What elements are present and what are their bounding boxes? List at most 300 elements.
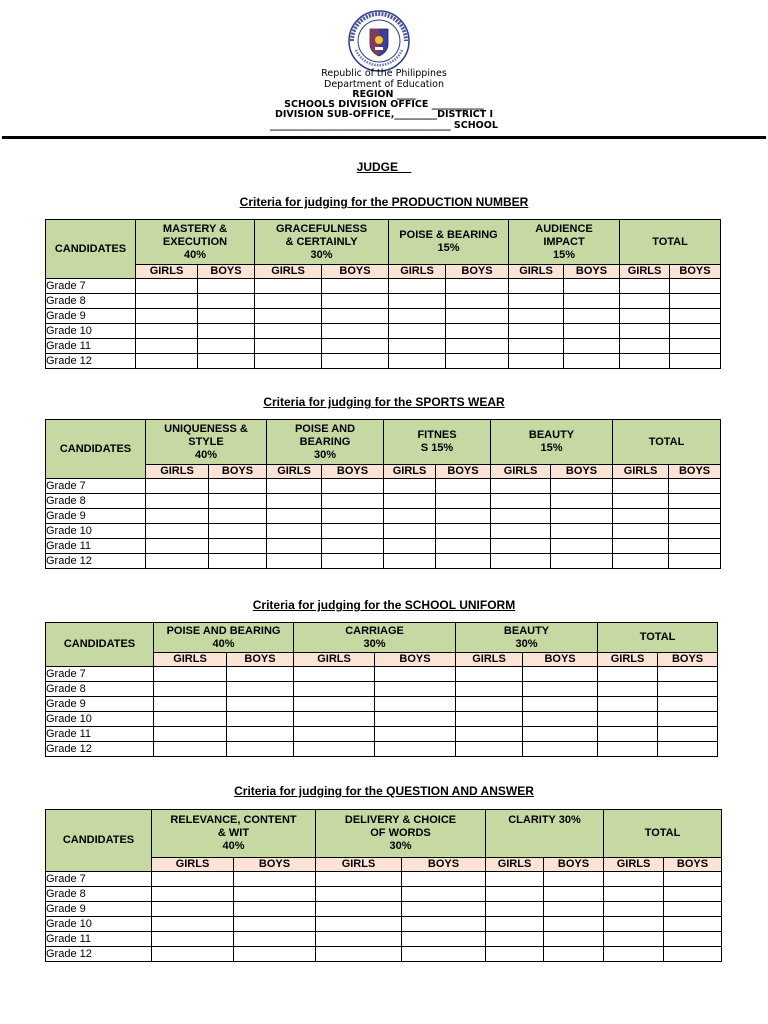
grade-label: Grade 11 (46, 539, 146, 554)
score-cell[interactable] (446, 309, 509, 324)
score-cell[interactable] (322, 494, 384, 509)
score-cell[interactable] (255, 324, 322, 339)
boys-header: BOYS (234, 858, 316, 872)
table-row (46, 932, 722, 947)
score-cell[interactable] (255, 279, 322, 294)
grade-label: Grade 9 (46, 309, 136, 324)
score-cell[interactable] (564, 354, 620, 369)
grade-label: Grade 12 (46, 947, 152, 962)
score-cell[interactable] (620, 294, 670, 309)
score-cell[interactable] (670, 279, 721, 294)
score-cell[interactable] (613, 554, 669, 569)
score-cell[interactable] (564, 339, 620, 354)
score-cell[interactable] (613, 509, 669, 524)
score-cell[interactable] (523, 697, 598, 712)
score-cell[interactable] (604, 887, 664, 902)
header-line-region: REGION ____ (352, 89, 416, 100)
score-cell[interactable] (658, 712, 718, 727)
grade-label: Grade 7 (46, 279, 136, 294)
score-cell[interactable] (152, 887, 234, 902)
score-cell[interactable] (255, 309, 322, 324)
score-cell[interactable] (154, 712, 227, 727)
table-row (46, 712, 718, 727)
score-cell[interactable] (613, 479, 669, 494)
candidates-header: CANDIDATES (46, 810, 152, 872)
score-cell[interactable] (234, 947, 316, 962)
score-cell[interactable] (136, 339, 198, 354)
girls-header: GIRLS (604, 858, 664, 872)
score-cell[interactable] (664, 902, 722, 917)
score-cell[interactable] (294, 682, 375, 697)
criteria-header-row (46, 810, 722, 858)
score-cell[interactable] (152, 917, 234, 932)
score-cell[interactable] (375, 712, 456, 727)
score-cell[interactable] (509, 294, 564, 309)
score-cell[interactable] (564, 324, 620, 339)
score-cell[interactable] (436, 494, 491, 509)
grade-label: Grade 8 (46, 887, 152, 902)
score-cell[interactable] (384, 494, 436, 509)
grade-label: Grade 10 (46, 712, 154, 727)
score-cell[interactable] (294, 667, 375, 682)
score-cell[interactable] (209, 524, 267, 539)
score-cell[interactable] (322, 294, 389, 309)
score-cell[interactable] (658, 742, 718, 757)
score-cell[interactable] (598, 697, 658, 712)
score-cell[interactable] (198, 339, 255, 354)
grade-label: Grade 7 (46, 479, 146, 494)
score-cell[interactable] (613, 539, 669, 554)
total-header: TOTAL (598, 623, 718, 653)
criterion-header: GRACEFULNESS & CERTAINLY 30% (255, 220, 389, 265)
score-cell[interactable] (486, 917, 544, 932)
score-cell[interactable] (136, 309, 198, 324)
score-cell[interactable] (209, 554, 267, 569)
score-cell[interactable] (436, 524, 491, 539)
score-cell[interactable] (523, 682, 598, 697)
score-cell[interactable] (402, 932, 486, 947)
criterion-header: POISE AND BEARING 30% (267, 420, 384, 465)
score-cell[interactable] (456, 742, 523, 757)
score-cell[interactable] (456, 682, 523, 697)
score-cell[interactable] (384, 539, 436, 554)
grade-label: Grade 12 (46, 742, 154, 757)
score-cell[interactable] (491, 554, 551, 569)
score-cell[interactable] (664, 917, 722, 932)
table-row (46, 682, 718, 697)
score-cell[interactable] (294, 742, 375, 757)
score-cell[interactable] (294, 712, 375, 727)
grade-label: Grade 7 (46, 872, 152, 887)
score-cell[interactable] (658, 682, 718, 697)
score-cell[interactable] (544, 947, 604, 962)
score-cell[interactable] (154, 697, 227, 712)
score-cell[interactable] (267, 554, 322, 569)
boys-header: BOYS (227, 653, 294, 667)
score-cell[interactable] (136, 279, 198, 294)
score-cell[interactable] (294, 697, 375, 712)
score-cell[interactable] (402, 887, 486, 902)
criterion-header: RELEVANCE, CONTENT & WIT 40% (152, 810, 316, 858)
score-cell[interactable] (152, 902, 234, 917)
score-cell[interactable] (384, 479, 436, 494)
score-cell[interactable] (658, 697, 718, 712)
header-line-school: ______________________________________ SCHOOL (270, 120, 498, 131)
score-cell[interactable] (227, 697, 294, 712)
score-cell[interactable] (551, 524, 613, 539)
score-cell[interactable] (669, 494, 721, 509)
score-cell[interactable] (146, 494, 209, 509)
score-cell[interactable] (436, 509, 491, 524)
girls-header: GIRLS (509, 265, 564, 279)
score-cell[interactable] (154, 727, 227, 742)
score-cell[interactable] (544, 887, 604, 902)
grade-label: Grade 8 (46, 494, 146, 509)
score-cell[interactable] (620, 354, 670, 369)
score-cell[interactable] (456, 712, 523, 727)
score-cell[interactable] (486, 932, 544, 947)
score-cell[interactable] (316, 887, 402, 902)
score-cell[interactable] (146, 509, 209, 524)
score-cell[interactable] (267, 509, 322, 524)
score-cell[interactable] (209, 509, 267, 524)
score-cell[interactable] (486, 872, 544, 887)
score-cell[interactable] (234, 872, 316, 887)
grade-label: Grade 8 (46, 294, 136, 309)
grade-label: Grade 9 (46, 697, 154, 712)
criteria-table (45, 809, 722, 962)
table-row (46, 554, 721, 569)
score-cell[interactable] (509, 339, 564, 354)
score-cell[interactable] (402, 947, 486, 962)
score-cell[interactable] (255, 354, 322, 369)
score-cell[interactable] (198, 279, 255, 294)
score-cell[interactable] (198, 354, 255, 369)
score-cell[interactable] (544, 902, 604, 917)
table-row (46, 727, 718, 742)
score-cell[interactable] (598, 682, 658, 697)
girls-header: GIRLS (384, 465, 436, 479)
criterion-header: POISE & BEARING 15% (389, 220, 509, 265)
score-cell[interactable] (322, 279, 389, 294)
girls-header: GIRLS (486, 858, 544, 872)
criterion-header: FITNES S 15% (384, 420, 491, 465)
score-cell[interactable] (669, 539, 721, 554)
grade-label: Grade 11 (46, 932, 152, 947)
score-cell[interactable] (598, 742, 658, 757)
score-cell[interactable] (322, 309, 389, 324)
score-cell[interactable] (436, 554, 491, 569)
score-cell[interactable] (209, 539, 267, 554)
score-cell[interactable] (316, 872, 402, 887)
score-cell[interactable] (267, 539, 322, 554)
criteria-header-row (46, 623, 718, 653)
score-cell[interactable] (198, 324, 255, 339)
score-cell[interactable] (136, 354, 198, 369)
criterion-header: CARRIAGE 30% (294, 623, 456, 653)
score-cell[interactable] (322, 554, 384, 569)
table-row (46, 917, 722, 932)
score-cell[interactable] (198, 309, 255, 324)
score-cell[interactable] (670, 309, 721, 324)
score-cell[interactable] (267, 479, 322, 494)
score-cell[interactable] (604, 947, 664, 962)
girls-header: GIRLS (152, 858, 234, 872)
score-cell[interactable] (322, 324, 389, 339)
header-line-sub-office: DIVISION SUB-OFFICE,_________DISTRICT I (274, 109, 494, 120)
score-cell[interactable] (509, 309, 564, 324)
score-cell[interactable] (564, 279, 620, 294)
table-row (46, 294, 721, 309)
grade-label: Grade 8 (46, 682, 154, 697)
table-row (46, 339, 721, 354)
score-cell[interactable] (446, 294, 509, 309)
score-cell[interactable] (322, 354, 389, 369)
score-cell[interactable] (551, 539, 613, 554)
score-cell[interactable] (446, 354, 509, 369)
score-cell[interactable] (604, 872, 664, 887)
score-cell[interactable] (316, 917, 402, 932)
score-cell[interactable] (613, 524, 669, 539)
girls-header: GIRLS (136, 265, 198, 279)
score-cell[interactable] (227, 727, 294, 742)
score-cell[interactable] (389, 324, 446, 339)
score-cell[interactable] (509, 354, 564, 369)
score-cell[interactable] (402, 902, 486, 917)
score-cell[interactable] (669, 554, 721, 569)
boys-header: BOYS (322, 465, 384, 479)
girls-header: GIRLS (255, 265, 322, 279)
score-cell[interactable] (146, 539, 209, 554)
candidates-header: CANDIDATES (46, 623, 154, 667)
score-cell[interactable] (234, 917, 316, 932)
score-cell[interactable] (402, 917, 486, 932)
score-cell[interactable] (664, 947, 722, 962)
score-cell[interactable] (669, 524, 721, 539)
girls-header: GIRLS (598, 653, 658, 667)
score-cell[interactable] (389, 309, 446, 324)
score-cell[interactable] (456, 667, 523, 682)
boys-header: BOYS (198, 265, 255, 279)
score-cell[interactable] (154, 742, 227, 757)
score-cell[interactable] (146, 554, 209, 569)
score-cell[interactable] (322, 524, 384, 539)
score-cell[interactable] (375, 667, 456, 682)
score-cell[interactable] (152, 932, 234, 947)
table-row (46, 887, 722, 902)
score-cell[interactable] (669, 509, 721, 524)
criteria-header-row (46, 420, 721, 465)
score-cell[interactable] (154, 667, 227, 682)
score-cell[interactable] (322, 479, 384, 494)
score-cell[interactable] (209, 494, 267, 509)
girls-header: GIRLS (613, 465, 669, 479)
header-line-republic: Republic of the Philippines (321, 68, 447, 79)
boys-header: BOYS (436, 465, 491, 479)
score-cell[interactable] (491, 479, 551, 494)
score-cell[interactable] (234, 932, 316, 947)
score-cell[interactable] (491, 524, 551, 539)
criterion-header: AUDIENCE IMPACT 15% (509, 220, 620, 265)
grade-label: Grade 12 (46, 554, 146, 569)
table-row (46, 947, 722, 962)
score-cell[interactable] (670, 339, 721, 354)
boys-header: BOYS (564, 265, 620, 279)
score-cell[interactable] (322, 509, 384, 524)
criterion-header: POISE AND BEARING 40% (154, 623, 294, 653)
score-cell[interactable] (446, 324, 509, 339)
score-cell[interactable] (598, 712, 658, 727)
score-cell[interactable] (564, 309, 620, 324)
score-cell[interactable] (227, 742, 294, 757)
score-cell[interactable] (658, 727, 718, 742)
score-cell[interactable] (620, 324, 670, 339)
score-cell[interactable] (227, 667, 294, 682)
score-cell[interactable] (267, 494, 322, 509)
score-cell[interactable] (664, 932, 722, 947)
score-cell[interactable] (316, 932, 402, 947)
score-cell[interactable] (316, 947, 402, 962)
grade-label: Grade 10 (46, 324, 136, 339)
score-cell[interactable] (209, 479, 267, 494)
score-cell[interactable] (322, 539, 384, 554)
total-header: TOTAL (604, 810, 722, 858)
score-cell[interactable] (620, 339, 670, 354)
score-cell[interactable] (389, 354, 446, 369)
score-cell[interactable] (658, 667, 718, 682)
score-cell[interactable] (294, 727, 375, 742)
section-title: Criteria for judging for the SCHOOL UNIFORM (252, 598, 516, 612)
score-cell[interactable] (564, 294, 620, 309)
score-cell[interactable] (146, 524, 209, 539)
score-cell[interactable] (375, 697, 456, 712)
score-cell[interactable] (384, 509, 436, 524)
score-cell[interactable] (255, 339, 322, 354)
score-cell[interactable] (255, 294, 322, 309)
score-cell[interactable] (389, 279, 446, 294)
score-cell[interactable] (267, 524, 322, 539)
table-row (46, 697, 718, 712)
score-cell[interactable] (670, 324, 721, 339)
score-cell[interactable] (456, 727, 523, 742)
score-cell[interactable] (316, 902, 402, 917)
score-cell[interactable] (670, 294, 721, 309)
score-cell[interactable] (375, 727, 456, 742)
score-cell[interactable] (446, 339, 509, 354)
score-cell[interactable] (198, 294, 255, 309)
table-row (46, 742, 718, 757)
score-cell[interactable] (491, 509, 551, 524)
score-cell[interactable] (389, 339, 446, 354)
document-header (0, 0, 768, 140)
score-cell[interactable] (227, 712, 294, 727)
score-cell[interactable] (389, 294, 446, 309)
grade-label: Grade 9 (46, 902, 152, 917)
section-title: Criteria for judging for the PRODUCTION NUMBER (239, 195, 529, 209)
boys-header: BOYS (322, 265, 389, 279)
score-cell[interactable] (491, 539, 551, 554)
score-cell[interactable] (613, 494, 669, 509)
deped-seal-icon (344, 10, 414, 72)
score-cell[interactable] (551, 479, 613, 494)
score-cell[interactable] (551, 494, 613, 509)
score-cell[interactable] (598, 727, 658, 742)
boys-header: BOYS (669, 465, 721, 479)
girls-header: GIRLS (316, 858, 402, 872)
score-cell[interactable] (669, 479, 721, 494)
score-cell[interactable] (234, 887, 316, 902)
score-cell[interactable] (234, 902, 316, 917)
score-cell[interactable] (436, 479, 491, 494)
score-cell[interactable] (509, 279, 564, 294)
girls-header: GIRLS (491, 465, 551, 479)
score-cell[interactable] (509, 324, 564, 339)
score-cell[interactable] (375, 742, 456, 757)
score-cell[interactable] (664, 887, 722, 902)
score-cell[interactable] (384, 524, 436, 539)
score-cell[interactable] (523, 712, 598, 727)
score-cell[interactable] (136, 294, 198, 309)
score-cell[interactable] (322, 339, 389, 354)
score-cell[interactable] (551, 554, 613, 569)
score-cell[interactable] (544, 917, 604, 932)
score-cell[interactable] (227, 682, 294, 697)
grade-label: Grade 7 (46, 667, 154, 682)
score-cell[interactable] (486, 887, 544, 902)
criterion-header: UNIQUENESS & STYLE 40% (146, 420, 267, 465)
score-cell[interactable] (436, 539, 491, 554)
score-cell[interactable] (456, 697, 523, 712)
score-cell[interactable] (402, 872, 486, 887)
score-cell[interactable] (664, 872, 722, 887)
girls-header: GIRLS (154, 653, 227, 667)
boys-header: BOYS (670, 265, 721, 279)
score-cell[interactable] (604, 917, 664, 932)
girls-header: GIRLS (146, 465, 209, 479)
score-cell[interactable] (384, 554, 436, 569)
score-cell[interactable] (523, 667, 598, 682)
score-cell[interactable] (375, 682, 456, 697)
table-row (46, 279, 721, 294)
score-cell[interactable] (544, 872, 604, 887)
score-cell[interactable] (136, 324, 198, 339)
grade-label: Grade 10 (46, 524, 146, 539)
score-cell[interactable] (486, 902, 544, 917)
score-cell[interactable] (544, 932, 604, 947)
criterion-header: CLARITY 30% (486, 810, 604, 858)
score-cell[interactable] (598, 667, 658, 682)
score-cell[interactable] (146, 479, 209, 494)
header-line-department: Department of Education (324, 79, 444, 90)
girls-header: GIRLS (620, 265, 670, 279)
score-cell[interactable] (486, 947, 544, 962)
score-cell[interactable] (446, 279, 509, 294)
score-cell[interactable] (551, 509, 613, 524)
score-cell[interactable] (152, 947, 234, 962)
header-divider (2, 136, 766, 139)
score-cell[interactable] (670, 354, 721, 369)
table-row (46, 494, 721, 509)
score-cell[interactable] (523, 742, 598, 757)
score-cell[interactable] (604, 932, 664, 947)
score-cell[interactable] (604, 902, 664, 917)
score-cell[interactable] (620, 279, 670, 294)
score-cell[interactable] (154, 682, 227, 697)
score-cell[interactable] (152, 872, 234, 887)
score-cell[interactable] (620, 309, 670, 324)
score-cell[interactable] (523, 727, 598, 742)
score-cell[interactable] (491, 494, 551, 509)
